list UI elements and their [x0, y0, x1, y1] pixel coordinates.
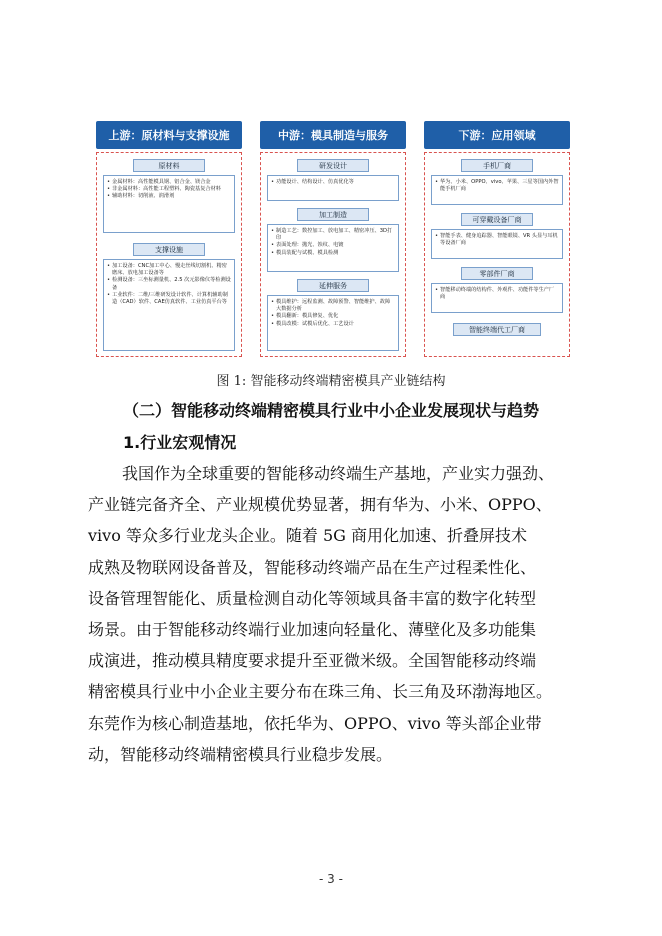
section-box-raw-materials — [103, 175, 235, 233]
section-title-services: 延伸服务 — [297, 279, 369, 292]
list-item: • 制造工艺：数控加工、放电加工、精密冲压、3D打印 — [271, 228, 395, 242]
midstream-column — [260, 121, 406, 357]
downstream-column — [424, 121, 570, 357]
subsection-heading: 1.行业宏观情况 — [123, 433, 237, 452]
section-box-phone-makers — [431, 175, 563, 205]
section-title-manufacturing: 加工制造 — [297, 208, 369, 221]
list-item: • 模具装配与试模、模具检测 — [271, 250, 395, 257]
list-item: • 模具改模：试模后优化、工艺设计 — [271, 321, 395, 328]
column-header: 中游：模具制造与服务 — [260, 121, 406, 149]
list-item: • 金属材料：高性能模具钢、铝合金、镁合金 — [107, 179, 231, 186]
section-title-support: 支撑设施 — [133, 243, 205, 256]
section-box-services — [267, 295, 399, 351]
section-title-wearables: 可穿戴设备厂商 — [461, 213, 533, 226]
list-item: • 智能移动终端的结构件、外观件、功能件等生产厂商 — [435, 287, 559, 301]
list-item: • 模具维护：远程监测、故障预警、智能维护、故障大数据分析 — [271, 299, 395, 313]
list-item: • 功能设计、结构设计、仿真优化等 — [271, 179, 395, 186]
section-title-phone-makers: 手机厂商 — [461, 159, 533, 172]
paragraph-line: 场景。由于智能移动终端行业加速向轻量化、薄壁化及多功能集 — [88, 619, 537, 639]
list-item: • 辅助材料：切削液、润滑剂 — [107, 193, 231, 200]
figure-caption: 图 1: 智能移动终端精密模具产业链结构 — [216, 374, 446, 389]
column-header: 下游：应用领域 — [424, 121, 570, 149]
section-title-rnd: 研发设计 — [297, 159, 369, 172]
section-box-wearables — [431, 229, 563, 259]
section-box-rnd — [267, 175, 399, 201]
paragraph-line: 东莞作为核心制造基地，依托华为、OPPO、vivo 等头部企业带 — [88, 713, 542, 733]
column-header: 上游：原材料与支撑设施 — [96, 121, 242, 149]
paragraph-line: 成演进，推动模具精度要求提升至亚微米级。全国智能移动终端 — [88, 651, 537, 671]
paragraph-line: 产业链完备齐全、产业规模优势显著，拥有华为、小米、OPPO、 — [88, 495, 552, 515]
section-box-manufacturing — [267, 224, 399, 272]
paragraph-line: 成熟及物联网设备普及，智能移动终端产品在生产过程柔性化、 — [88, 557, 537, 577]
paragraph-line: vivo 等众多行业龙头企业。随着 5G 商用化加速、折叠屏技术 — [88, 526, 528, 546]
list-item: • 工业软件：二维/三维研发设计软件、计算机辅助制造（CAD）软件、CAE仿真软件、工业仿真平台等 — [107, 292, 231, 306]
page-number: - 3 - — [319, 872, 343, 886]
upstream-column — [96, 121, 242, 357]
paragraph-line: 精密模具行业中小企业主要分布在珠三角、长三角及环渤海地区。 — [88, 682, 553, 702]
paragraph-line: 设备管理智能化、质量检测自动化等领域具备丰富的数字化转型 — [88, 588, 537, 608]
body-paragraph — [88, 458, 586, 770]
paragraph-line: 动，智能移动终端精密模具行业稳步发展。 — [88, 744, 393, 764]
column-body — [96, 152, 242, 357]
column-body — [424, 152, 570, 357]
section-title-raw-materials: 原材料 — [133, 159, 205, 172]
list-item: • 非金属材料：高性能工程塑料、陶瓷基复合材料 — [107, 186, 231, 193]
list-item: • 加工设备：CNC加工中心、慢走丝线切割机、精密磨床、放电加工设备等 — [107, 263, 231, 277]
section-box-support — [103, 259, 235, 351]
paragraph-line: 我国作为全球重要的智能移动终端生产基地，产业实力强劲、 — [122, 464, 555, 483]
column-body — [260, 152, 406, 357]
list-item: • 表面处理：抛光、蚀纹、电镀 — [271, 242, 395, 249]
list-item: • 模具翻新：模具修复、优化 — [271, 313, 395, 320]
industry-chain-figure — [96, 121, 570, 357]
section-title-components: 零部件厂商 — [461, 267, 533, 280]
section-box-components — [431, 283, 563, 313]
section-title-oem: 智能终端代工厂商 — [453, 323, 541, 336]
section-heading: （二）智能移动终端精密模具行业中小企业发展现状与趋势 — [123, 401, 540, 420]
list-item: • 华为、小米、OPPO、vivo、苹果、三星等国内外智能手机厂商 — [435, 179, 559, 193]
list-item: • 检测设备：三坐标测量机、2.5 次元影像仪等检测设备 — [107, 277, 231, 291]
list-item: • 智能手表、健身追踪器、智能眼镜、VR 头显与耳机等设备厂商 — [435, 233, 559, 247]
